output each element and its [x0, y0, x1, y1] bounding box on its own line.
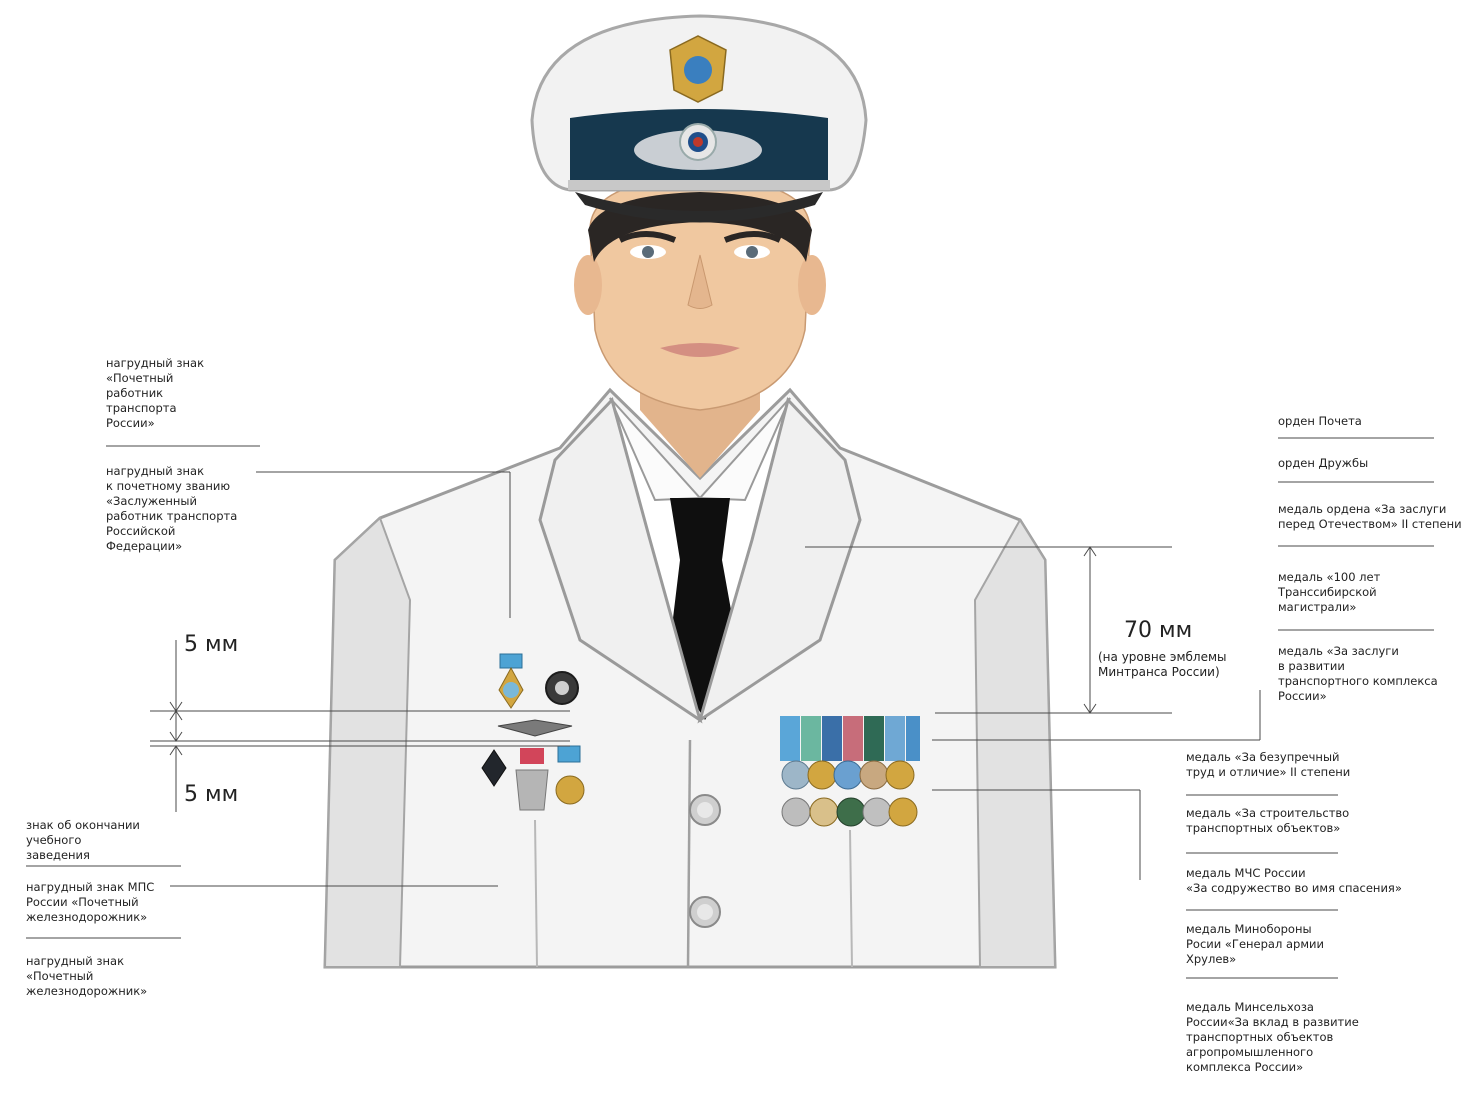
label-medal-merit-fatherland: медаль ордена «За заслуги перед Отечеством» II степени [1278, 502, 1462, 531]
label-order-of-friendship: орден Дружбы [1278, 456, 1369, 470]
label-medal-transport-complex: медаль «За заслуги в развитии транспортного комплекса России» [1278, 644, 1438, 703]
dimension-height-note: (на уровне эмблемы Минтранса России) [1098, 650, 1227, 679]
label-medal-agro-complex: медаль Минсельхоза России«За вклад в развитие транспортных объектов агропромышленного комплекса России» [1186, 1000, 1359, 1074]
jacket [325, 390, 1055, 967]
label-medal-impeccable-labour: медаль «За безупречный труд и отличие» II степени [1186, 750, 1351, 779]
label-honorary-railwayman: нагрудный знак «Почетный железнодорожник» [26, 954, 148, 998]
label-medal-transsib-100: медаль «100 лет Транссибирской магистрали» [1278, 570, 1381, 614]
label-mps-honorary-railwayman: нагрудный знак МПС России «Почетный железнодорожник» [26, 880, 155, 924]
label-graduation-badge: знак об окончании учебного заведения [26, 818, 140, 862]
dimension-gap-bottom: 5 мм [184, 782, 239, 807]
label-honorary-transport-worker: нагрудный знак «Почетный работник транспорта России» [106, 356, 205, 430]
label-medal-emercom: медаль МЧС России «За содружество во имя спасения» [1186, 866, 1402, 895]
label-medal-general-khrulev: медаль Минобороны Росии «Генерал армии Хрулев» [1186, 922, 1324, 966]
label-honored-transport-worker: нагрудный знак к почетному званию «Заслуженный работник транспорта Российской Федерации» [106, 464, 238, 553]
dimension-height-value: 70 мм [1124, 618, 1193, 643]
right-medals [780, 716, 920, 826]
label-order-of-honour: орден Почета [1278, 414, 1362, 428]
label-medal-transport-construction: медаль «За строительство транспортных объектов» [1186, 806, 1350, 835]
dimension-gap-top: 5 мм [184, 632, 239, 657]
